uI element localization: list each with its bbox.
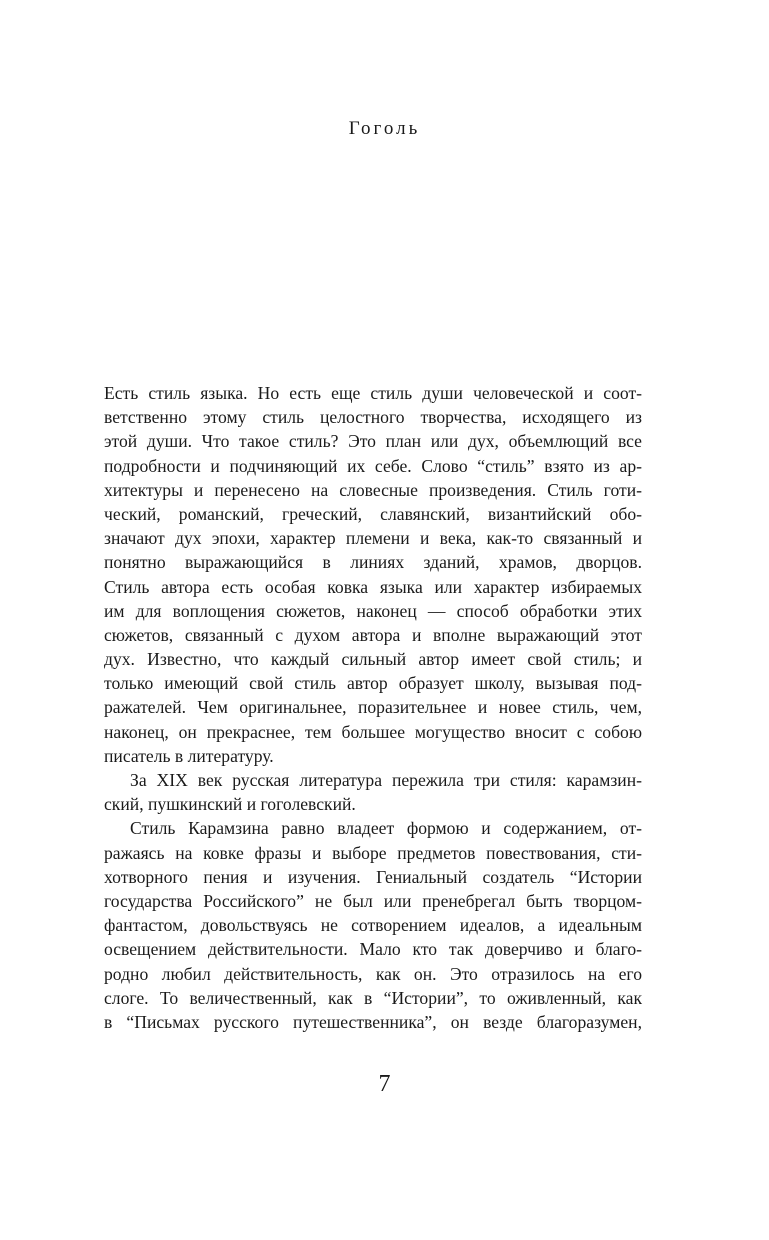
body-text — [104, 381, 642, 1034]
text-line: только имеющий свой стиль автор образует школу, вызывая под- — [104, 673, 642, 694]
text-line: ский, пушкинский и гоголевский. — [104, 794, 356, 815]
text-line: наконец, он прекраснее, тем большее могущество вносит с собою — [104, 721, 642, 742]
text-line: Стиль Карамзина равно владеет формою и содержанием, от- — [130, 818, 642, 839]
text-line: освещением действительности. Мало кто так доверчиво и благо- — [104, 939, 642, 960]
text-line: хотворного пения и изучения. Гениальный создатель “Истории — [104, 866, 642, 887]
text-line: этой души. Что такое стиль? Это план или дух, объемлющий все — [104, 431, 642, 452]
text-line: писатель в литературу. — [104, 745, 274, 766]
text-line: ражаясь на ковке фразы и выборе предметов повествования, сти- — [104, 842, 642, 863]
text-line: Есть стиль языка. Но есть еще стиль души человеческой и соот- — [104, 383, 642, 403]
text-line: фантастом, довольствуясь не сотворением идеалов, а идеальным — [104, 915, 642, 936]
text-line: в “Письмах русского путешественника”, он везде благоразумен, — [104, 1011, 642, 1032]
text-line: слоге. То величественный, как в “Истории”, то оживленный, как — [104, 987, 642, 1008]
paragraph-1 — [104, 381, 642, 768]
text-line: подробности и подчиняющий их себе. Слово “стиль” взято из ар- — [104, 455, 642, 476]
text-line: значают дух эпохи, характер племени и века, как-то связанный и — [104, 528, 642, 549]
text-line: ветственно этому стиль целостного творчества, исходящего из — [104, 407, 642, 428]
text-line: сюжетов, связанный с духом автора и вполне выражающий этот — [104, 624, 642, 645]
text-line: родно любил действительность, как он. Это отразилось на его — [104, 963, 642, 984]
text-line: дух. Известно, что каждый сильный автор имеет свой стиль; и — [104, 649, 642, 670]
page-number: 7 — [378, 1071, 391, 1097]
text-line: им для воплощения сюжетов, наконец — способ обработки этих — [104, 600, 642, 621]
text-line: ражателей. Чем оригинальнее, поразительнее и новее стиль, чем, — [104, 697, 642, 718]
paragraph-3 — [104, 816, 642, 1034]
text-line: понятно выражающийся в линиях зданий, храмов, дворцов. — [104, 552, 642, 573]
text-line: ческий, романский, греческий, славянский, византийский обо- — [104, 503, 642, 524]
text-line: государства Российского” не был или пренебрегал быть творцом- — [104, 890, 642, 911]
page-title: Гоголь — [348, 118, 421, 139]
paragraph-2 — [104, 768, 642, 816]
text-line: Стиль автора есть особая ковка языка или характер избираемых — [104, 576, 642, 597]
text-line: хитектуры и перенесено на словесные произведения. Стиль готи- — [104, 479, 642, 500]
text-line: За XIX век русская литература пережила три стиля: карамзин- — [130, 770, 642, 790]
